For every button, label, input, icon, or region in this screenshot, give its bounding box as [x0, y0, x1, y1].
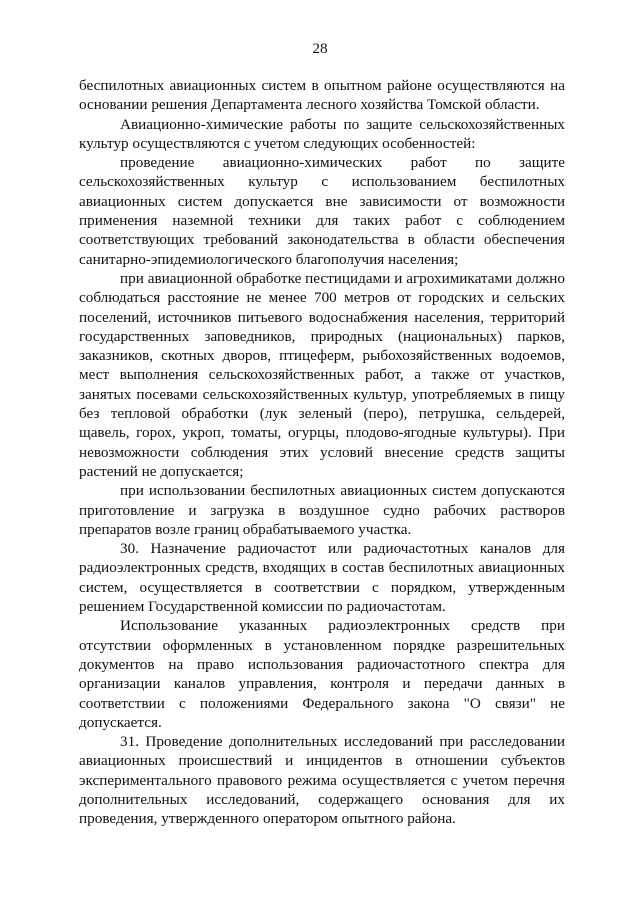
- paragraph-item-31: 31. Проведение дополнительных исследований при расследовании авиационных происшествий и инцидентов в отношении субъектов экспериментального правового режима осуществляется с учетом перечня дополнительных исследований, содержащего основания для их проведения, утвержденного оператором опытного района.: [79, 733, 565, 828]
- paragraph-item-30: 30. Назначение радиочастот или радиочастотных каналов для радиоэлектронных средств, входящих в состав беспилотных авиационных систем, осуществляется в соответствии с порядком, утвержденным решением Государственной комиссии по радиочастотам.: [79, 540, 565, 616]
- page-number: 28: [312, 40, 328, 57]
- paragraph-aviation-chemical-works: Авиационно-химические работы по защите сельскохозяйственных культур осуществляются с учетом следующих особенностей:: [79, 115, 565, 152]
- paragraph-radio-permits: Использование указанных радиоэлектронных средств при отсутствии оформленных в установленном порядке разрешительных документов на право использования радиочастотного спектра для организации каналов управления, контроля и передачи данных в соответствии с положениями Федерального закона "О связи" не допускается.: [79, 617, 565, 731]
- document-body: [79, 76, 565, 829]
- paragraph-continuation: беспилотных авиационных систем в опытном районе осуществляются на основании решения Департамента лесного хозяйства Томской области.: [79, 77, 565, 114]
- paragraph-solution-loading: при использовании беспилотных авиационных систем допускаются приготовление и загрузка в воздушное судно рабочих растворов препаратов возле границ обрабатываемого участка.: [79, 482, 565, 538]
- paragraph-distance-requirements: при авиационной обработке пестицидами и агрохимикатами должно соблюдаться расстояние не менее 700 метров от городских и сельских поселений, источников питьевого водоснабжения населения, территорий государственных заповедников, природных (национальных) парков, заказников, скотных дворов, птицеферм, рыбохозяйственных водоемов, мест выполнения сельскохозяйственных работ, а также от участков, занятых посевами сельскохозяйственных культур, употребляемых в пищу без тепловой обработки (лук зеленый (перо), петрушка, сельдерей, щавель, горох, укроп, томаты, огурцы, плодово-ягодные культуры). При невозможности соблюдения этих условий внесение средств защиты растений не допускается;: [79, 269, 565, 480]
- paragraph-ground-equipment: проведение авиационно-химических работ по защите сельскохозяйственных культур с использованием беспилотных авиационных систем допускается вне зависимости от возможности применения наземной техники для таких работ с соблюдением соответствующих требований законодательства в области обеспечения санитарно-эпидемиологического благополучия населения;: [79, 154, 565, 268]
